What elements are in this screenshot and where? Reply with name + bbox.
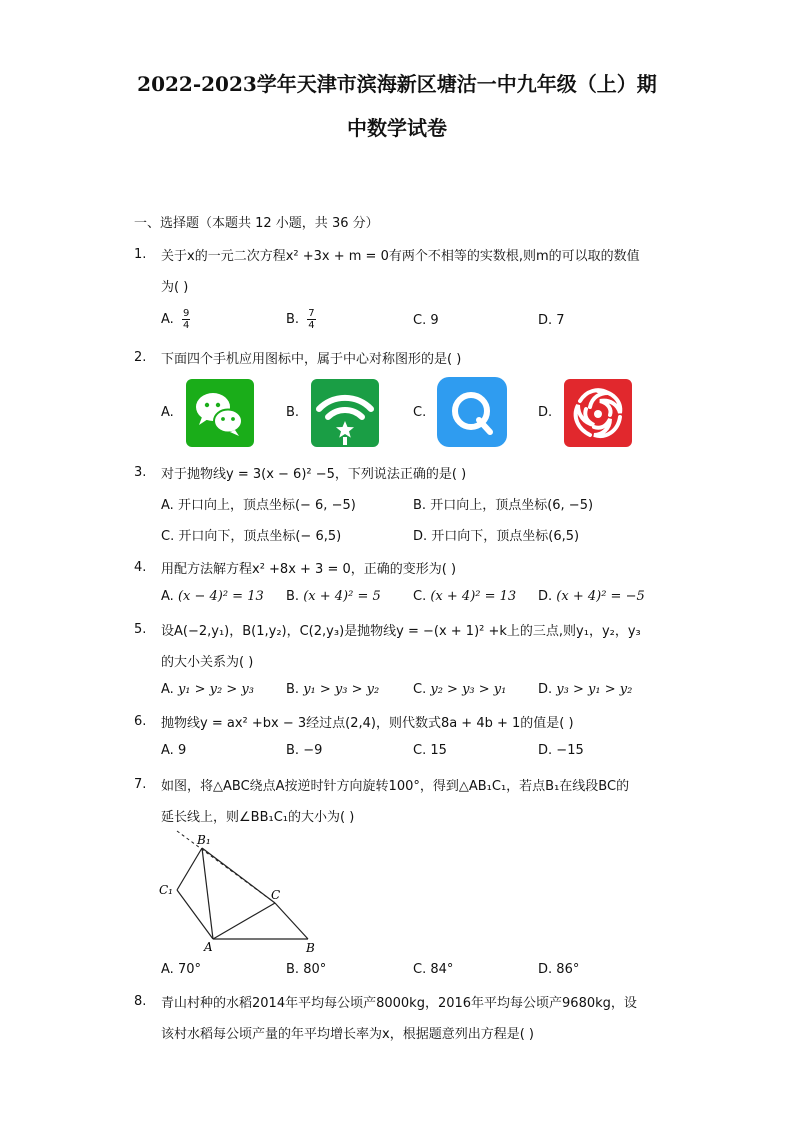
question-number: 8. <box>134 994 147 1009</box>
question-number: 5. <box>134 622 147 637</box>
wifi-star-icon <box>311 379 379 447</box>
question-stem: 用配方法解方程x² +8x + 3 = 0，正确的变形为( ) <box>161 562 457 577</box>
option-letter: D. <box>538 405 553 420</box>
point-label-c1: C₁ <box>159 883 173 897</box>
rotation-figure <box>155 826 330 956</box>
option-a <box>161 962 201 977</box>
fraction <box>307 308 315 331</box>
option-a <box>161 494 356 513</box>
option-text: −15 <box>556 743 584 758</box>
option-text: y₁ > y₂ > y₃ <box>177 682 254 697</box>
option-letter: C. <box>413 743 427 758</box>
option-text: 7 <box>556 313 565 328</box>
fraction-denominator: 4 <box>308 320 315 331</box>
option-c <box>413 682 506 697</box>
option-letter: A. <box>161 962 174 977</box>
option-letter: A. <box>161 682 174 697</box>
option-letter: C. <box>413 962 427 977</box>
point-label-b1: B₁ <box>197 833 211 847</box>
option-letter: C. <box>413 405 427 420</box>
option-d <box>538 962 579 977</box>
option-letter: B. <box>286 312 300 327</box>
option-letter: B. <box>286 589 300 604</box>
fraction <box>182 308 190 331</box>
question-number: 2. <box>134 350 147 365</box>
point-label-c: C <box>271 888 281 902</box>
option-c <box>413 962 453 977</box>
option-letter: D. <box>538 589 553 604</box>
question-stem-line2: 的大小关系为( ) <box>161 655 254 670</box>
option-letter: A. <box>161 498 174 513</box>
question-number: 7. <box>134 777 147 792</box>
option-b <box>286 589 381 604</box>
question-stem: 下面四个手机应用图标中，属于中心对称图形的是( ) <box>161 352 462 367</box>
option-text: 86° <box>556 962 580 977</box>
option-a <box>161 308 190 331</box>
option-b <box>286 308 316 331</box>
question-number: 3. <box>134 465 147 480</box>
option-d <box>538 743 584 758</box>
option-b <box>286 682 379 697</box>
option-letter: B. <box>286 962 300 977</box>
option-letter: B. <box>286 405 300 420</box>
fraction-denominator: 4 <box>182 320 190 331</box>
option-b <box>286 962 326 977</box>
option-text: (x − 4)² = 13 <box>177 589 264 604</box>
option-d <box>538 313 565 328</box>
question-stem: 对于抛物线y = 3(x − 6)² −5，下列说法正确的是( ) <box>161 467 467 482</box>
segment-b1-c <box>202 848 275 903</box>
question-stem: 设A(−2,y₁)，B(1,y₂)，C(2,y₃)是抛物线y = −(x + 1)² +k上的三点,则y₁，y₂，y₃ <box>161 624 641 639</box>
option-letter: B. <box>286 743 300 758</box>
option-letter: A. <box>161 405 174 420</box>
segment-c-b <box>275 903 308 939</box>
option-b <box>286 743 322 758</box>
question-number: 1. <box>134 247 147 262</box>
option-letter: A. <box>161 743 174 758</box>
option-c <box>413 589 516 604</box>
segment-b1-c1 <box>177 848 202 890</box>
option-text: y₃ > y₁ > y₂ <box>556 682 633 697</box>
option-letter: D. <box>538 743 553 758</box>
question-stem: 抛物线y = ax² +bx − 3经过点(2,4)，则代数式8a + 4b + 1的值是( ) <box>161 716 574 731</box>
option-b <box>413 494 593 513</box>
question-stem: 青山村种的水稻2014年平均每公顷产8000kg，2016年平均每公顷产9680kg，设 <box>161 996 637 1011</box>
option-text: 84° <box>430 962 454 977</box>
section-heading: 一、选择题（本题共 12 小题，共 36 分） <box>134 216 379 231</box>
option-letter: C. <box>161 529 175 544</box>
point-label-a: A <box>204 940 213 954</box>
option-text: (x + 4)² = −5 <box>556 589 645 604</box>
option-d <box>538 589 645 604</box>
option-text: y₂ > y₃ > y₁ <box>430 682 507 697</box>
option-text: 开口向上，顶点坐标(6, −5) <box>430 498 594 513</box>
option-text: 9 <box>177 743 187 758</box>
option-text: 15 <box>430 743 447 758</box>
option-letter: D. <box>413 529 428 544</box>
page-title-line2: 中数学试卷 <box>347 116 447 140</box>
question-stem-line2: 该村水稻每公顷产量的年平均增长率为x，根据题意列出方程是( ) <box>161 1027 534 1042</box>
question-number: 4. <box>134 560 147 575</box>
wechat-icon <box>186 379 254 447</box>
question-stem: 如图，将△ABC绕点A按逆时针方向旋转100°，得到△AB₁C₁，若点B₁在线段BC的 <box>161 779 630 794</box>
option-text: −9 <box>303 743 323 758</box>
option-text: 70° <box>177 962 201 977</box>
question-stem-line2: 为( ) <box>161 280 189 295</box>
fraction-numerator: 9 <box>182 308 190 319</box>
option-c <box>161 525 341 544</box>
page-title: 2022-2023学年天津市滨海新区塘沽一中九年级（上）期 <box>137 72 657 96</box>
option-text: 80° <box>303 962 327 977</box>
option-text: 开口向下，顶点坐标(− 6,5) <box>178 529 342 544</box>
option-text: y₁ > y₃ > y₂ <box>303 682 380 697</box>
question-stem: 关于x的一元二次方程x² +3x + m = 0有两个不相等的实数根,则m的可以取的数值 <box>161 249 640 264</box>
point-label-b: B <box>306 941 315 955</box>
option-a <box>161 589 264 604</box>
option-letter: D. <box>538 962 553 977</box>
option-d <box>413 525 579 544</box>
option-c <box>413 313 439 328</box>
option-d <box>538 682 632 697</box>
segment-a-c <box>213 903 275 939</box>
question-number: 6. <box>134 714 147 729</box>
option-letter: D. <box>538 682 553 697</box>
option-text: 9 <box>430 313 439 328</box>
option-text: (x + 4)² = 5 <box>303 589 381 604</box>
option-letter: C. <box>413 313 427 328</box>
option-c <box>413 743 447 758</box>
option-letter: B. <box>413 498 427 513</box>
fraction-numerator: 7 <box>308 308 315 319</box>
option-a <box>161 682 254 697</box>
option-text: (x + 4)² = 13 <box>430 589 517 604</box>
option-letter: C. <box>413 589 427 604</box>
question-stem-line2: 延长线上，则∠BB₁C₁的大小为( ) <box>161 810 355 825</box>
option-letter: D. <box>538 313 553 328</box>
option-text: 开口向上，顶点坐标(− 6, −5) <box>177 498 356 513</box>
option-letter: A. <box>161 589 174 604</box>
option-a <box>161 743 186 758</box>
option-letter: A. <box>161 312 174 327</box>
option-letter: B. <box>286 682 300 697</box>
q-search-icon <box>437 377 507 447</box>
option-text: 开口向下，顶点坐标(6,5) <box>431 529 580 544</box>
option-letter: C. <box>413 682 427 697</box>
spiral-logo-icon <box>564 379 632 447</box>
